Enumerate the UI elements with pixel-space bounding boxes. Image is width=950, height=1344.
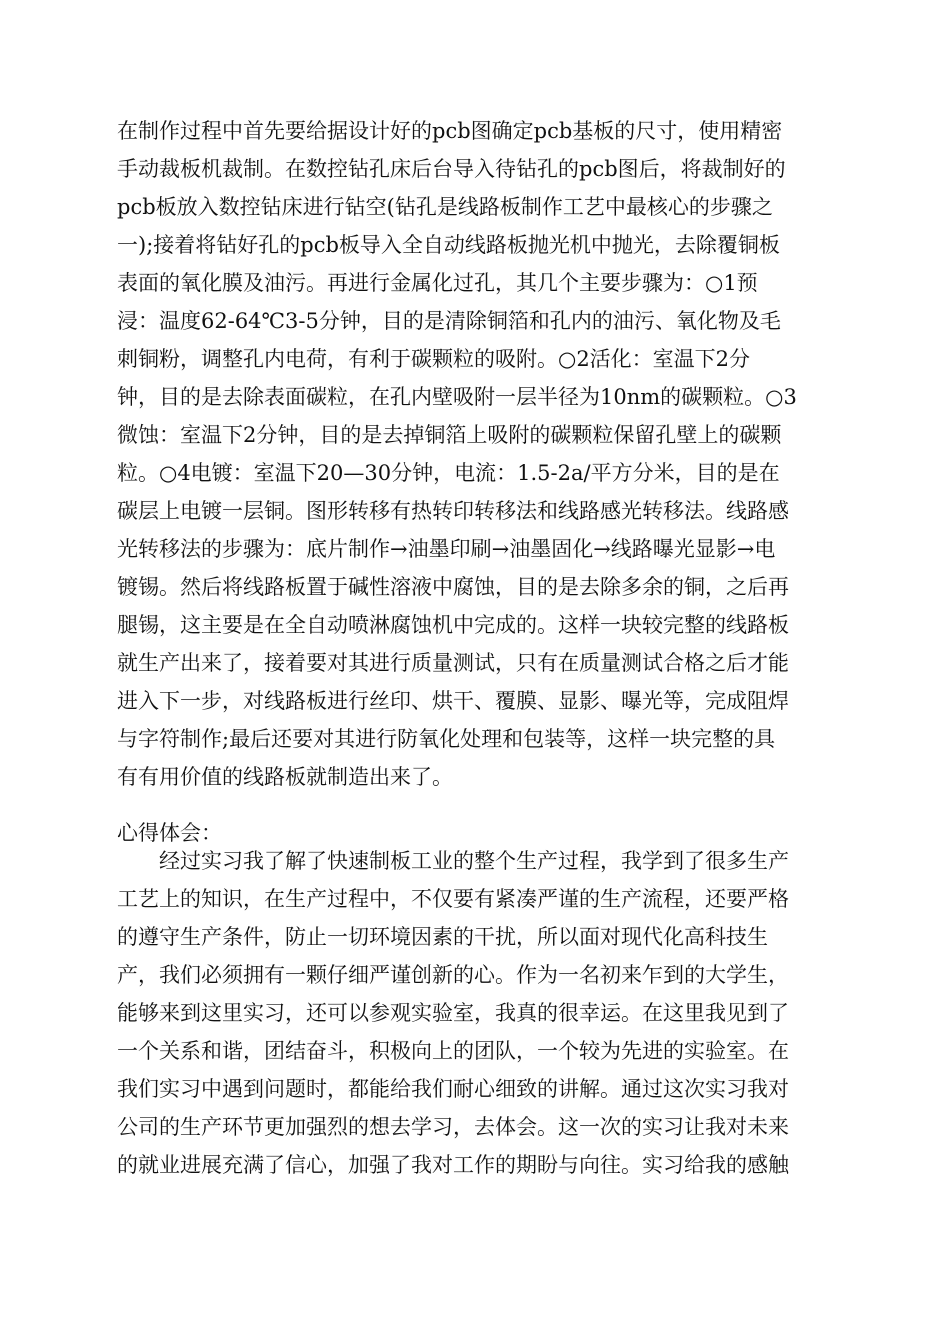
paragraph-line: 一个关系和谐，团结奋斗，积极向上的团队，一个较为先进的实验室。在 [117,1039,789,1063]
paragraph-line: 碳层上电镀一层铜。图形转移有热转印转移法和线路感光转移法。线路感 [117,499,789,523]
paragraph-line: 腿锡，这主要是在全自动喷淋腐蚀机中完成的。这样一块较完整的线路板 [117,613,789,637]
paragraph-line: 公司的生产环节更加强烈的想去学习，去体会。这一次的实习让我对未来 [117,1115,789,1139]
paragraph-line: 进入下一步，对线路板进行丝印、烘干、覆膜、显影、曝光等，完成阻焊 [117,689,789,713]
paragraph-line: 产，我们必须拥有一颗仔细严谨创新的心。作为一名初来乍到的大学生， [117,963,789,987]
paragraph-line: 手动裁板机裁制。在数控钻孔床后台导入待钻孔的pcb图后，将裁制好的 [117,157,786,181]
paragraph-line: pcb板放入数控钻床进行钻空(钻孔是线路板制作工艺中最核心的步骤之 [117,195,773,219]
paragraph-line: 的遵守生产条件，防止一切环境因素的干扰，所以面对现代化高科技生 [117,925,768,949]
paragraph-line: 的就业进展充满了信心，加强了我对工作的期盼与向往。实习给我的感触 [117,1153,789,1177]
paragraph-line: 我们实习中遇到问题时，都能给我们耐心细致的讲解。通过这次实习我对 [117,1077,789,1101]
paragraph-line: 与字符制作;最后还要对其进行防氧化处理和包装等，这样一块完整的具 [117,727,776,751]
paragraph-line: 一);接着将钻好孔的pcb板导入全自动线路板抛光机中抛光，去除覆铜板 [117,233,780,257]
paragraph-line: 刺铜粉，调整孔内电荷，有利于碳颗粒的吸附。○2活化：室温下2分 [117,347,751,371]
paragraph-line: 镀锡。然后将线路板置于碱性溶液中腐蚀，目的是去除多余的铜，之后再 [117,575,789,599]
paragraph-line: 微蚀：室温下2分钟，目的是去掉铜箔上吸附的碳颗粒保留孔壁上的碳颗 [117,423,782,447]
heading-text: 心得体会： [117,821,222,845]
paragraph-line: 表面的氧化膜及油污。再进行金属化过孔，其几个主要步骤为：○1预 [117,271,758,295]
paragraph-line: 有有用价值的线路板就制造出来了。 [117,765,453,789]
paragraph-line: 就生产出来了，接着要对其进行质量测试，只有在质量测试合格之后才能 [117,651,789,675]
paragraph-line: 浸：温度62-64℃3-5分钟，目的是清除铜箔和孔内的油污、氧化物及毛 [117,309,781,333]
paragraph-line: 能够来到这里实习，还可以参观实验室，我真的很幸运。在这里我见到了 [117,1001,789,1025]
paragraph-line: 在制作过程中首先要给据设计好的pcb图确定pcb基板的尺寸，使用精密 [117,119,783,143]
paragraph-line: 光转移法的步骤为：底片制作→油墨印刷→油墨固化→线路曝光显影→电 [117,537,776,561]
paragraph-line: 工艺上的知识，在生产过程中，不仅要有紧凑严谨的生产流程，还要严格 [117,887,789,911]
paragraph-line: 粒。○4电镀：室温下20—30分钟，电流：1.5-2a/平方分米，目的是在 [117,461,780,485]
paragraph-line: 经过实习我了解了快速制板工业的整个生产过程，我学到了很多生产 [117,849,789,873]
process-paragraph [117,112,837,796]
reflection-paragraph [117,842,837,1184]
paragraph-line: 钟，目的是去除表面碳粒，在孔内壁吸附一层半径为10nm的碳颗粒。○3 [117,385,797,409]
